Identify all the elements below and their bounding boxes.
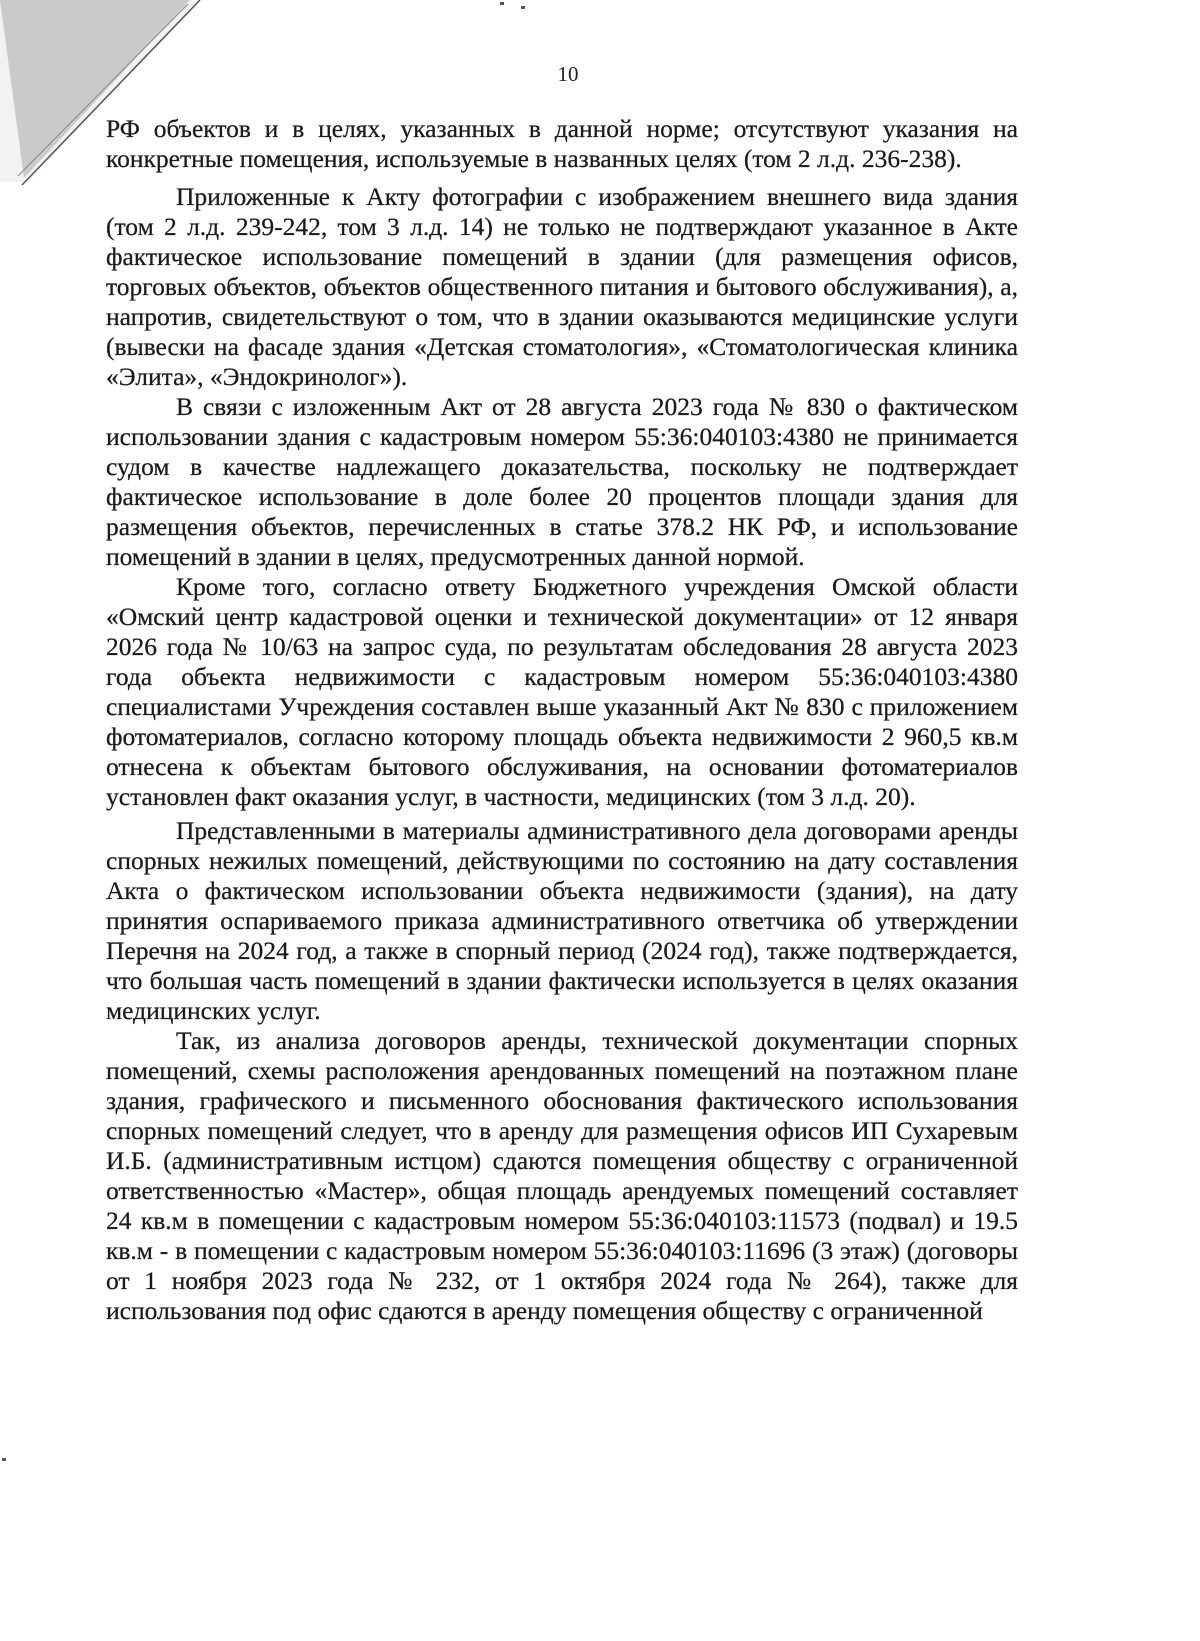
paragraph: РФ объектов и в целях, указанных в данной норме; отсутствуют указания на конкретные помещения, используемые в названных целях (том 2 л.д. 236-238). <box>106 114 1018 173</box>
document-body <box>106 114 1018 1326</box>
page-number: 10 <box>557 62 579 86</box>
paragraph: Приложенные к Акту фотографии с изображением внешнего вида здания (том 2 л.д. 239-242, том 3 л.д. 14) не только не подтверждают указанное в Акте фактическое использование помещений в здании (для размещения офисов, торговых объектов, объектов общественного питания и бытового обслуживания), а, напротив, свидетельствуют о том, что в здании оказываются медицинские услуги (вывески на фасаде здания «Детская стоматология», «Стоматологическая клиника «Элита», «Эндокринолог»). <box>106 182 1018 391</box>
scan-speck <box>521 6 525 9</box>
paragraph: В связи с изложенным Акт от 28 августа 2023 года № 830 о фактическом использовании здания с кадастровым номером 55:36:040103:4380 не принимается судом в качестве надлежащего доказательства, поскольку не подтверждает фактическое использование в доле более 20 процентов площади здания для размещения объектов, перечисленных в статье 378.2 НК РФ, и использование помещений в здании в целях, предусмотренных данной нормой. <box>106 392 1018 571</box>
paragraph: Представленными в материалы административного дела договорами аренды спорных нежилых помещений, действующими по состоянию на дату составления Акта о фактическом использовании объекта недвижимости (здания), на дату принятия оспариваемого приказа административного ответчика об утверждении Перечня на 2024 год, а также в спорный период (2024 год), также подтверждается, что большая часть помещений в здании фактически используется в целях оказания медицинских услуг. <box>106 816 1018 1025</box>
scan-speck <box>2 1458 6 1461</box>
paragraph: Так, из анализа договоров аренды, технической документации спорных помещений, схемы расположения арендованных помещений на поэтажном плане здания, графического и письменного обоснования фактического использования спорных помещений следует, что в аренду для размещения офисов ИП Сухаревым И.Б. (административным истцом) сдаются помещения обществу с ограниченной ответственностью «Мастер», общая площадь арендуемых помещений составляет 24 кв.м в помещении с кадастровым номером 55:36:040103:11573 (подвал) и 19.5 кв.м - в помещении с кадастровым номером 55:36:040103:11696 (3 этаж) (договоры от 1 ноября 2023 года № 232, от 1 октября 2024 года № 264), также для использования под офис сдаются в аренду помещения обществу с ограниченной <box>106 1026 1018 1325</box>
paragraph: Кроме того, согласно ответу Бюджетного учреждения Омской области «Омский центр кадастровой оценки и технической документации» от 12 января 2026 года № 10/63 на запрос суда, по результатам обследования 28 августа 2023 года объекта недвижимости с кадастровым номером 55:36:040103:4380 специалистами Учреждения составлен выше указанный Акт № 830 с приложением фотоматериалов, согласно которому площадь объекта недвижимости 2 960,5 кв.м отнесена к объектам бытового обслуживания, на основании фотоматериалов установлен факт оказания услуг, в частности, медицинских (том 3 л.д. 20). <box>106 572 1018 811</box>
scan-speck <box>500 2 504 5</box>
